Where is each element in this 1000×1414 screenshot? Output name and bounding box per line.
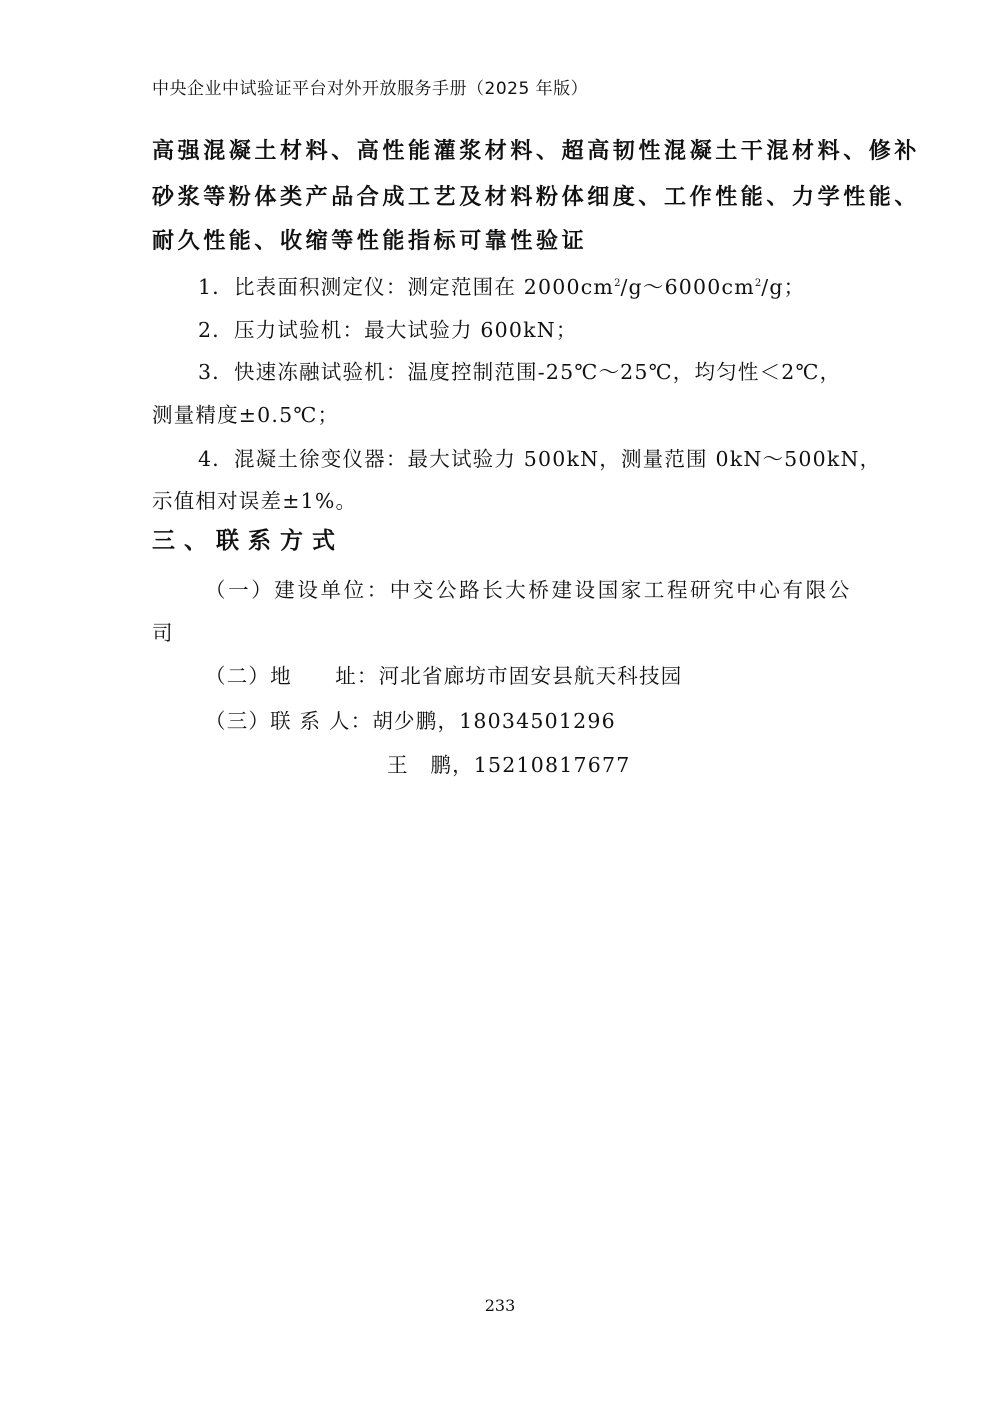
contact-person-row [205, 704, 616, 734]
contact-person-label: （三）联 系 人： [205, 709, 373, 733]
section-heading-contact: 三、联系方式 [152, 528, 344, 554]
contact-person-2: 王 鹏，15210817677 [387, 753, 631, 777]
equipment-item-4-line-1: 4．混凝土徐变仪器：最大试验力 500kN，测量范围 0kN～500kN， [198, 447, 882, 471]
equipment-item-3-line-1: 3．快速冻融试验机：温度控制范围-25℃～25℃，均匀性＜2℃， [198, 360, 842, 384]
equipment-item-1-text-a: 1．比表面积测定仪：测定范围在 2000cm [198, 275, 615, 299]
page-number: 233 [484, 1296, 516, 1315]
equipment-item-2: 2．压力试验机：最大试验力 600kN； [198, 318, 578, 342]
contact-unit-line-1: （一）建设单位：中交公路长大桥建设国家工程研究中心有限公 [205, 578, 852, 602]
intro-line-2: 砂浆等粉体类产品合成工艺及材料粉体细度、工作性能、力学性能、 [152, 185, 921, 210]
equipment-item-1-text-b: /g～6000cm [620, 275, 755, 299]
contact-person-1: 胡少鹏，18034501296 [372, 709, 616, 733]
equipment-item-4-line-2: 示值相对误差±1%。 [152, 489, 358, 513]
intro-line-1: 高强混凝土材料、高性能灌浆材料、超高韧性混凝土干混材料、修补 [152, 139, 921, 164]
superscript: 2 [614, 278, 621, 289]
address-value: 河北省廊坊市固安县航天科技园 [378, 664, 683, 688]
equipment-item-1 [198, 270, 805, 300]
contact-address [205, 659, 682, 689]
contact-unit-line-2: 司 [152, 621, 174, 645]
equipment-item-3-line-2: 测量精度±0.5℃； [152, 403, 340, 427]
equipment-item-1-text-c: /g； [761, 275, 806, 299]
running-header: 中央企业中试验证平台对外开放服务手册（2025 年版） [152, 79, 589, 99]
address-label: （二）地 址： [205, 664, 379, 688]
superscript: 2 [754, 278, 762, 289]
intro-line-3: 耐久性能、收缩等性能指标可靠性验证 [152, 229, 588, 254]
